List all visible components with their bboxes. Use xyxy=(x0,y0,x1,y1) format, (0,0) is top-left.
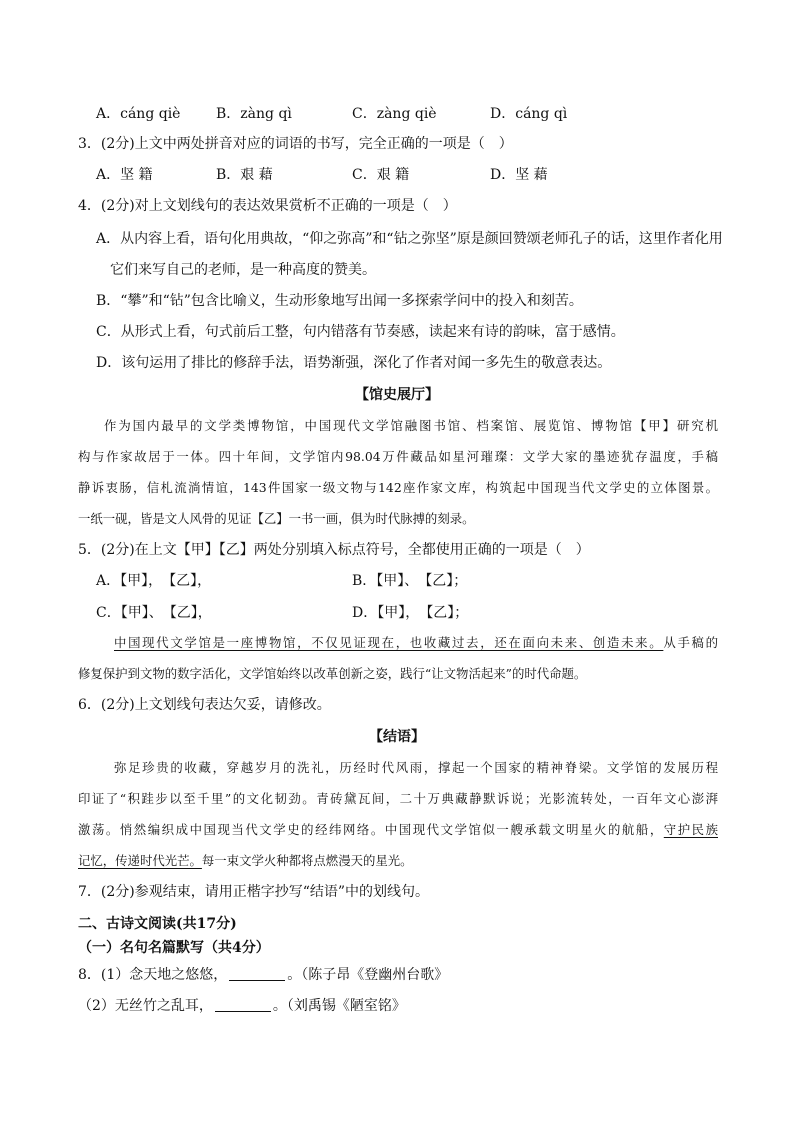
hall-para-line2: 构与作家故居于一体。四十年间，文学馆内98.04万件藏品如星河璀璨：文学大家的墨迹犹存温度，手稿 xyxy=(78,449,718,464)
q4-option-d: D．该句运用了排比的修辞手法，语势渐强，深化了作者对闻一多先生的敬意表达。 xyxy=(96,355,612,371)
q2-option-d: D．cáng qì xyxy=(490,106,568,122)
q3-option-d: D．坚 藉 xyxy=(490,167,548,183)
q8-2-answer-blank[interactable] xyxy=(215,997,271,1012)
q4-option-b: B．“攀”和“钻”包含比喻义，生动形象地写出闻一多探索学问中的投入和刻苦。 xyxy=(96,293,583,309)
q6-stem: 6．(2分)上文划线句表达欠妥，请修改。 xyxy=(78,697,331,713)
part2-subtitle: （一）名句名篇默写（共4分） xyxy=(78,940,270,956)
q8-1-text: 8．(1）念天地之悠悠， xyxy=(78,967,228,983)
q3-stem: 3．(2分)上文中两处拼音对应的词语的书写，完全正确的一项是（ ） xyxy=(78,136,513,152)
hall-para-line4: 一纸一砚，皆是文人风骨的见证【乙】一书一画，俱为时代脉搏的刻录。 xyxy=(78,511,475,526)
q2-option-a: A．cáng qiè xyxy=(96,106,181,122)
q4-option-a-line1: A．从内容上看，语句化用典故，“仰之弥高”和“钻之弥坚”原是颜回赞颂老师孔子的话，这里作者化用 xyxy=(96,231,723,247)
q3-option-b: B．艰 藉 xyxy=(216,167,273,183)
q8-1-source: 。（陈子昂《登幽州台歌》 xyxy=(287,967,449,983)
q7-stem: 7．(2分)参观结束，请用正楷字抄写“结语”中的划线句。 xyxy=(78,884,430,900)
q6-passage-line2: 修复保护到文物的数字活化，文学馆始终以改革创新之姿，践行“让文物活起来”的时代命题。 xyxy=(78,666,587,681)
end-para-line3 xyxy=(78,814,718,845)
end-para-line4-rest: 每一束文学火种都将点燃漫天的星光。 xyxy=(201,853,413,868)
end-underlined-part2: 记忆，传递时代光芒。 xyxy=(78,853,202,868)
q4-option-a-line2: 它们来写自己的老师，是一种高度的赞美。 xyxy=(110,262,376,278)
q8-1-answer-blank[interactable] xyxy=(229,966,285,981)
q5-option-a: A．【甲】， 【乙】， xyxy=(96,573,212,589)
q5-option-d: D．【甲】， 【乙】； xyxy=(352,605,469,621)
end-underlined-part1: 守护民族 xyxy=(663,822,718,837)
q3-option-a: A．坚 籍 xyxy=(96,167,153,183)
section-title-hall: 【馆史展厅】 xyxy=(355,387,439,403)
end-para-line3-text: 激荡。悄然编织成中国现当代文学史的经纬网络。中国现代文学馆似一艘承载文明星火的航船， xyxy=(78,822,664,837)
q4-option-c: C．从形式上看，句式前后工整，句内错落有节奏感，读起来有诗的韵味，富于感情。 xyxy=(96,324,625,340)
q5-stem: 5．(2分)在上文【甲】【乙】两处分别填入标点符号，全都使用正确的一项是（ ） xyxy=(78,542,590,558)
q2-option-c: C．zàng qiè xyxy=(352,106,437,122)
q6-passage-line1-rest: 从手稿的 xyxy=(663,635,718,650)
q2-option-b: B．zàng qì xyxy=(216,106,292,122)
end-para-line2: 印证了“积跬步以至千里”的文化韧劲。青砖黛瓦间，二十万典藏静默诉说；光影流转处，一百年文心澎湃 xyxy=(78,791,718,806)
end-para-line1: 弥足珍贵的收藏，穿越岁月的洗礼，历经时代风雨，撑起一个国家的精神脊梁。文学馆的发展历程 xyxy=(114,760,718,775)
q5-option-c: C．【甲】、 【乙】， xyxy=(96,605,212,621)
section-title-end: 【结语】 xyxy=(369,729,425,745)
q3-option-c: C．艰 籍 xyxy=(352,167,410,183)
q5-option-b: B．【甲】、 【乙】； xyxy=(352,573,468,589)
hall-para-line3: 静诉衷肠，信札流淌情谊，143件国家一级文物与142座作家文库，构筑起中国现当代文学史的立体图景。 xyxy=(78,480,718,495)
q8-2-source: 。（刘禹锡《陋室铭》 xyxy=(272,998,406,1014)
q8-2-text: （2）无丝竹之乱耳， xyxy=(78,998,213,1014)
q6-underlined-sentence: 中国现代文学馆是一座博物馆，不仅见证现在，也收藏过去，还在面向未来、创造未来。 xyxy=(114,635,664,650)
q4-stem: 4．(2分)对上文划线句的表达效果赏析不正确的一项是（ ） xyxy=(78,198,457,214)
part2-title: 二、古诗文阅读(共17分) xyxy=(78,916,237,932)
q6-passage-line1 xyxy=(114,627,718,658)
q8-1 xyxy=(78,965,448,985)
hall-para-line1: 作为国内最早的文学类博物馆，中国现代文学馆融图书馆、档案馆、展览馆、博物馆【甲】研究机 xyxy=(104,418,718,433)
q8-2 xyxy=(78,996,406,1016)
end-para-line4 xyxy=(78,845,718,876)
